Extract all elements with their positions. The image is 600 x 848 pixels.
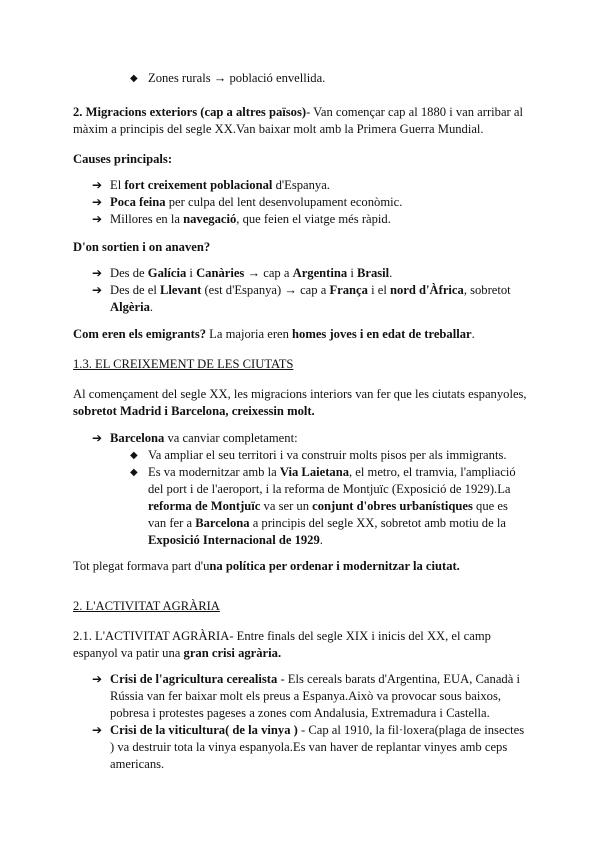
list-item-text: Zones rurals → població envellida.	[148, 71, 326, 85]
diamond-bullet-icon: ◆	[130, 450, 138, 461]
migracions-exteriors-paragraph	[73, 104, 528, 138]
arrow-bullet-icon: ➔	[92, 178, 103, 192]
migracions-exteriors-title: 2. Migracions exteriors (cap a altres països)	[73, 105, 307, 119]
arrow-bullet-icon: ➔	[92, 723, 103, 737]
migracions-exteriors-text: - Van començar cap al 1880 i van arribar al màxim a principis del segle XX.Van baixar molt amb la Primera Guerra Mundial.	[73, 105, 523, 136]
causes-heading-text: Causes principals:	[73, 152, 173, 166]
donde-heading	[73, 239, 528, 256]
list-item-text: Va ampliar el seu territori i va construir molts pisos per als immigrants.	[148, 448, 507, 462]
list-item-text: Des de el Llevant (est d'Espanya) → cap a França i el nord d'Àfrica, sobretot Algèria.	[110, 283, 511, 314]
arrow-bullet-icon: ➔	[92, 283, 103, 297]
list-item-text: Crisi de l'agricultura cerealista - Els cereals barats d'Argentina, EUA, Canadà i Rússia van fer baixar molt els preus a Espanya.Això va provocar sous baixos, pobresa i protestes pageses a zones com Andalusia, Extremadura i Castella.	[110, 672, 520, 720]
arrow-bullet-icon: ➔	[92, 212, 103, 226]
list-item-text: Millores en la navegació, que feien el viatge més ràpid.	[110, 212, 391, 226]
donde-heading-text: D'on sortien i on anaven?	[73, 240, 211, 254]
section13-intro: Al començament del segle XX, les migracions interiors van fer que les ciutats espanyoles, sobretot Madrid i Barcelona, creixessin molt.	[73, 387, 527, 418]
emigrants-paragraph: Com eren els emigrants? La majoria eren homes joves i en edat de treballar.	[73, 327, 475, 341]
list-item-text: El fort creixement poblacional d'Espanya.	[110, 178, 330, 192]
list-item-text: Es va modernitzar amb la Via Laietana, el metro, el tramvia, l'ampliació del port i de l'aeroport, i la reforma de Montjuïc (Exposició de 1929).La reforma de Montjuïc va ser un conjunt d'obres urbanístiques que es van fer a Barcelona a principis del segle XX, sobretot amb motiu de la Exposició Internacional de 1929.	[148, 465, 516, 547]
causes-heading	[73, 151, 528, 168]
section2-sub-heading: 2.1. L'ACTIVITAT AGRÀRIA- Entre finals del segle XIX i inicis del XX, el camp espanyol va patir una gran crisi agrària.	[73, 629, 491, 660]
list-item-text: Poca feina per culpa del lent desenvolupament econòmic.	[110, 195, 403, 209]
arrow-bullet-icon: ➔	[92, 266, 103, 280]
section13-closing: Tot plegat formava part d'una política per ordenar i modernitzar la ciutat.	[73, 559, 460, 573]
arrow-bullet-icon: ➔	[92, 431, 103, 445]
arrow-bullet-icon: ➔	[92, 672, 103, 686]
list-item-text: Des de Galícia i Canàries → cap a Argentina i Brasil.	[110, 266, 393, 280]
section-heading-1-3: 1.3. EL CREIXEMENT DE LES CIUTATS	[73, 357, 294, 371]
arrow-bullet-icon: ➔	[92, 195, 103, 209]
list-item-text: Crisi de la viticultura( de la vinya ) - Cap al 1910, la fil·loxera(plaga de insectes ) va destruir tota la vinya espanyola.Es van haver de replantar vinyes amb ceps americans.	[110, 723, 525, 771]
diamond-bullet-icon: ◆	[130, 467, 138, 478]
diamond-bullet-icon: ◆	[130, 73, 138, 84]
section-heading-2: 2. L'ACTIVITAT AGRÀRIA	[73, 599, 220, 613]
list-item-text: Barcelona va canviar completament:	[110, 431, 298, 445]
